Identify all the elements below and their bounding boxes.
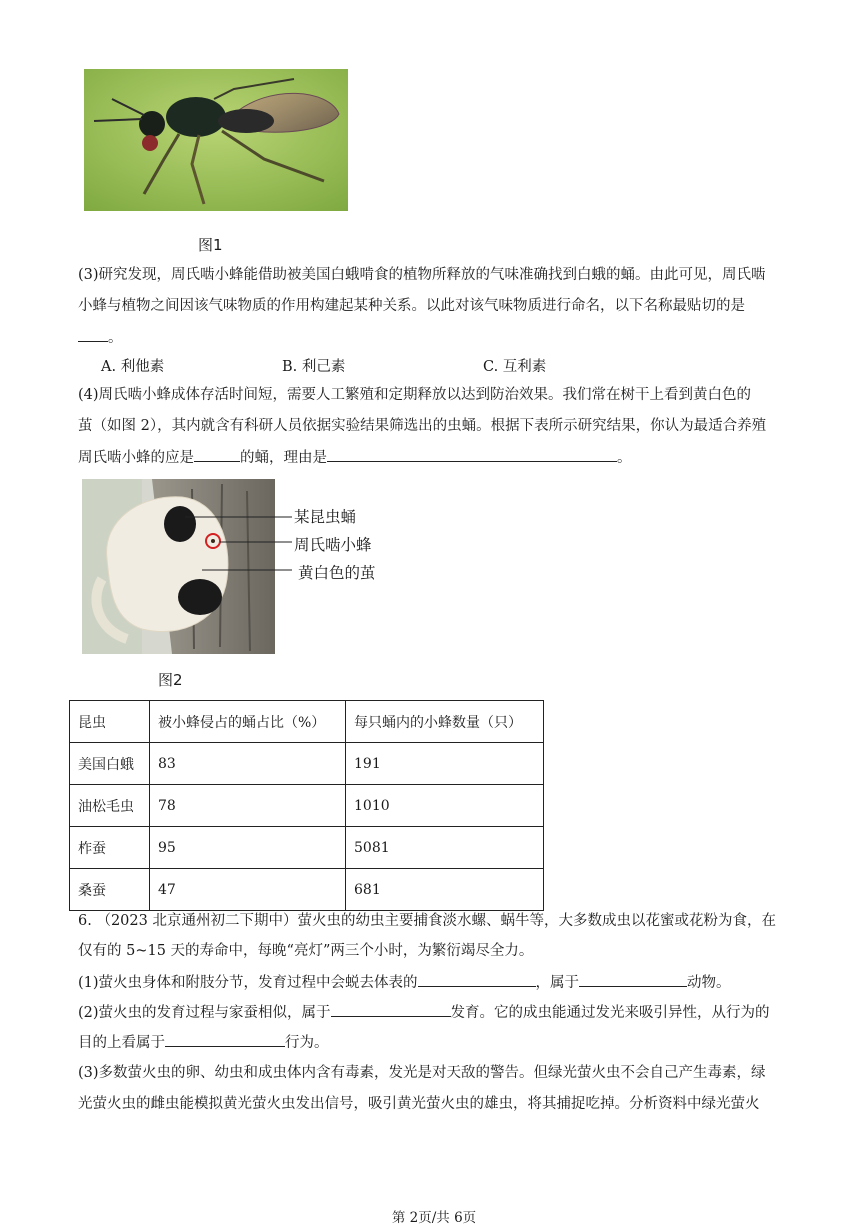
option-c: C. 互利素 — [483, 359, 547, 375]
q6-part1: (1)萤火虫身体和附肢分节，发育过程中会蜕去体表的 ，属于 动物。 — [78, 972, 731, 993]
wasp-illustration — [84, 69, 348, 211]
table-cell: 83 — [150, 743, 346, 785]
table-header-cell: 被小蜂侵占的蛹占比（%） — [150, 701, 346, 743]
q6-part3-line1: (3)多数萤火虫的卵、幼虫和成虫体内含有毒素，发光是对天敌的警告。但绿光萤火虫不会自己产生毒素，绿 — [78, 1065, 766, 1081]
table-cell: 1010 — [346, 785, 544, 827]
q6-intro-line1: 6. （2023 北京通州初二下期中）萤火虫的幼虫主要捕食淡水螺、蜗牛等，大多数成虫以花蜜或花粉为食，在 — [78, 913, 776, 929]
q3-line1: (3)研究发现，周氏啮小蜂能借助被美国白蛾啃食的植物所释放的气味准确找到白蛾的蛹。由此可见，周氏啮 — [78, 267, 766, 283]
page-number: 第 2页/共 6页 — [391, 1210, 477, 1226]
figure1-photo — [84, 69, 348, 211]
table-header-cell: 每只蛹内的小蜂数量（只） — [346, 701, 544, 743]
table-cell: 桑蚕 — [70, 869, 150, 911]
figure2-leader-lines — [180, 505, 300, 575]
answer-blank[interactable] — [579, 972, 687, 987]
table-cell: 5081 — [346, 827, 544, 869]
table-row — [70, 785, 544, 827]
table-cell: 柞蚕 — [70, 827, 150, 869]
q4-line2: 茧（如图 2），其内就含有科研人员依据实验结果筛选出的虫蛹。根据下表所示研究结果，你认为最适合养殖 — [78, 418, 767, 434]
table-row — [70, 827, 544, 869]
answer-blank[interactable] — [327, 447, 617, 462]
table-row — [70, 869, 544, 911]
q6-part3-line2: 光萤火虫的雌虫能模拟黄光萤火虫发出信号，吸引黄光萤火虫的雄虫，将其捕捉吃掉。分析资料中绿光萤火 — [78, 1096, 760, 1112]
answer-blank[interactable] — [165, 1032, 285, 1047]
table-cell: 681 — [346, 869, 544, 911]
label-insect-pupa: 某昆虫蛹 — [294, 508, 357, 526]
figure1-caption: 图1 — [198, 236, 223, 254]
table-row — [70, 743, 544, 785]
answer-blank[interactable] — [331, 1002, 451, 1017]
answer-blank[interactable] — [418, 972, 536, 987]
table-cell: 95 — [150, 827, 346, 869]
table-cell: 191 — [346, 743, 544, 785]
q3-line3: 。 — [78, 327, 123, 348]
option-a: A. 利他素 — [101, 359, 165, 375]
research-table — [69, 700, 544, 911]
option-b: B. 利己素 — [282, 359, 346, 375]
answer-blank[interactable] — [194, 447, 240, 462]
q3-line2: 小蜂与植物之间因该气味物质的作用构建起某种关系。以此对该气味物质进行命名，以下名称最贴切的是 — [78, 298, 745, 314]
q6-part2-line1: (2)萤火虫的发育过程与家蚕相似，属于 发育。它的成虫能通过发光来吸引异性，从行为的 — [78, 1002, 770, 1023]
table-header-row — [70, 701, 544, 743]
table-cell: 47 — [150, 869, 346, 911]
answer-blank[interactable] — [78, 327, 108, 342]
label-cocoon: 黄白色的茧 — [298, 564, 376, 582]
table-cell: 油松毛虫 — [70, 785, 150, 827]
q6-intro-line2: 仅有的 5~15 天的寿命中，每晚“亮灯”两三个小时，为繁衍竭尽全力。 — [78, 943, 534, 959]
table-cell: 美国白蛾 — [70, 743, 150, 785]
figure2-caption: 图2 — [158, 671, 183, 689]
label-wasp: 周氏啮小蜂 — [294, 536, 372, 554]
table-header-cell: 昆虫 — [70, 701, 150, 743]
table-cell: 78 — [150, 785, 346, 827]
q4-line3: 周氏啮小蜂的应是 的蛹，理由是 。 — [78, 447, 632, 468]
q6-part2-line2: 目的上看属于 行为。 — [78, 1032, 329, 1053]
q4-line1: (4)周氏啮小蜂成体存活时间短，需要人工繁殖和定期释放以达到防治效果。我们常在树干上看到黄白色的 — [78, 387, 752, 403]
